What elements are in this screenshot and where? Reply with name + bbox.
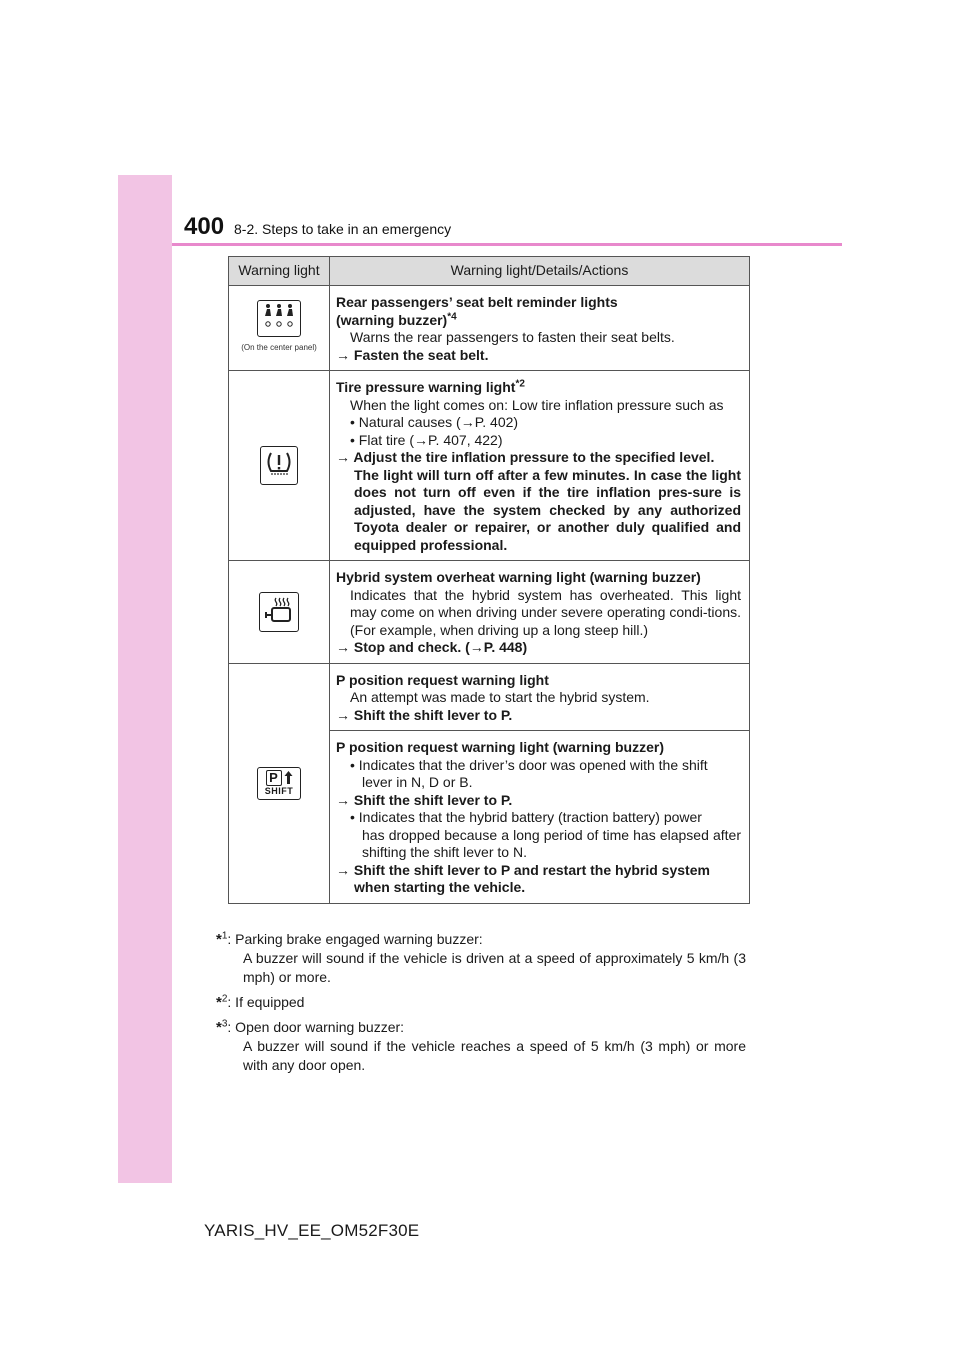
table-row [229,561,750,664]
details-cell [330,561,750,664]
row-bullet: • Flat tire (→P. 407, 422) [350,431,503,448]
details-cell [330,663,750,731]
icon-caption: (On the center panel) [241,342,317,352]
footnote [216,993,746,1012]
row-title: Hybrid system overheat warning light (warning buzzer) [336,569,701,585]
footnote-ref: *2 [515,378,525,390]
row-detail: When the light comes on: Low tire inflation pressure such as [350,396,724,413]
row-action: → Adjust the tire inflation pressure to the specified level. [336,449,715,465]
row-title: P position request warning light (warning buzzer) [336,739,664,755]
footnote [216,1018,746,1075]
footnote-head [216,1018,746,1037]
footnote-body: A buzzer will sound if the vehicle is driven at a speed of approximately 5 km/h (3 mph) or more. [243,950,746,985]
row-action: → Shift the shift lever to P. [336,791,513,808]
arrow-up-icon [284,770,293,785]
details-cell [330,371,750,561]
footnote-label: : If equipped [227,994,305,1010]
row-title [336,379,741,397]
footnote-head [216,930,746,949]
footnote-number: 3 [221,1018,228,1030]
icon-cell [229,561,330,664]
row-title-text: Tire pressure warning light [336,379,516,395]
footnote-number: 1 [221,930,228,942]
footnote-ref: *4 [447,310,457,322]
row-title-text: (warning buzzer) [336,311,448,328]
tire-pressure-warning-icon [260,446,298,485]
row-bullet: • Indicates that the driver’s door was opened with the shift [350,756,708,773]
icon-cell [229,663,330,903]
side-color-band [118,175,172,1183]
footnote-mark: * [216,931,222,948]
row-bullet-cont: has dropped because a long period of time has elapsed after shifting the shift lever to N. [362,826,741,860]
header-divider [172,243,842,246]
warning-light-table [228,256,750,904]
footnote-head [216,993,746,1012]
icon-cell [229,371,330,561]
row-title-cont [336,312,741,330]
p-shift-warning-icon [257,767,301,800]
row-title: P position request warning light [336,671,549,688]
footnotes [216,930,746,1081]
row-action-cont: when starting the vehicle. [354,879,526,895]
p-letter: P [266,770,282,786]
rear-seat-belt-reminder-icon [257,300,301,337]
row-action: → Fasten the seat belt. [336,346,489,363]
row-action: → Shift the shift lever to P. [336,706,513,723]
row-detail: An attempt was made to start the hybrid system. [350,689,650,705]
hybrid-overheat-warning-icon [259,592,299,633]
row-action-cont: The light will turn off after a few minutes. In case the light does not turn off even if the tire inflation pres-sure is adjusted, have the system checked by any authorized Toyota dealer or repairer, or another duly qualified and equipped professional. [354,466,741,553]
section-title: 8-2. Steps to take in an emergency [234,221,452,237]
row-bullet: • Natural causes (→P. 402) [350,414,519,430]
footnote-label: : Open door warning buzzer: [227,1019,405,1035]
col-header-details: Warning light/Details/Actions [330,257,750,286]
row-action: → Stop and check. (→P. 448) [336,639,528,655]
icon-cell [229,286,330,371]
details-cell [330,731,750,904]
footnote-label: : Parking brake engaged warning buzzer: [227,931,483,947]
details-cell [330,286,750,371]
table-row [229,371,750,561]
row-bullet: • Indicates that the hybrid battery (traction battery) power [350,809,702,825]
footnote-number: 2 [221,993,228,1005]
table-header-row [229,257,750,286]
row-detail: Warns the rear passengers to fasten their seat belts. [350,329,675,345]
footnote-mark: * [216,994,222,1011]
table-row [229,286,750,371]
page-number: 400 [184,213,225,240]
footnote [216,930,746,987]
row-bullet-cont: lever in N, D or B. [362,774,473,790]
shift-label: SHIFT [264,785,294,796]
row-action: → Shift the shift lever to P and restart the hybrid system [336,861,710,878]
document-code: YARIS_HV_EE_OM52F30E [204,1221,420,1240]
row-detail: Indicates that the hybrid system has overheated. This light may come on when driving under severe operating condi-tions. (For example, when driving up a long steep hill.) [350,586,741,638]
footnote-body: A buzzer will sound if the vehicle reaches a speed of 5 km/h (3 mph) or more with any door open. [243,1038,746,1073]
col-header-warning-light: Warning light [229,257,330,286]
row-title: Rear passengers’ seat belt reminder lights [336,294,618,310]
table-row [229,663,750,731]
footnote-mark: * [216,1019,222,1036]
